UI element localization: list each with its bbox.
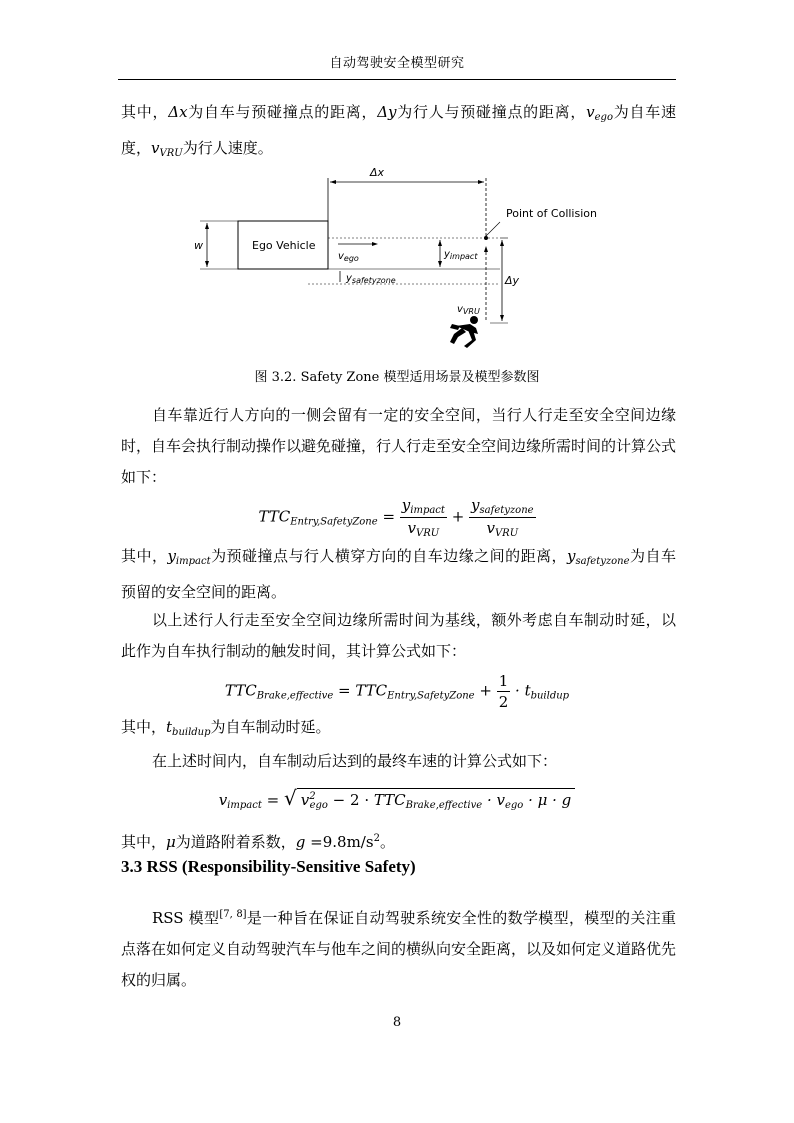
paragraph-variables-2: 其中，$y_{impact}$为预碰撞点与行人横穿方向的自车边缘之间的距离，$y_{safetyzone}$为自车预留的安全空间的距离。 <box>121 547 676 601</box>
paragraph-variables <box>121 97 676 169</box>
running-header: 自动驾驶安全模型研究 <box>329 56 465 71</box>
text: 为自车与预碰撞点的距离， <box>187 103 378 121</box>
paragraph-variables-4: 其中，μ为道路附着系数，$g =9.8m/s^2$。 <box>121 833 395 851</box>
delta-x-label: Δx <box>370 166 385 179</box>
text: 为自车速度， <box>121 103 676 157</box>
paragraph: 以上述行人行走至安全空间边缘所需时间为基线，额外考虑自车制动时延，以此作为自车执行制动的触发时间，其计算公式如下： <box>121 611 676 660</box>
section-heading: 3.3 RSS (Responsibility-Sensitive Safety) <box>121 857 416 876</box>
citation[interactable]: [7, 8] <box>219 909 247 920</box>
equation-ttc-entry: $TTC_{Entry,SafetyZone}$ = $\frac{y_{impact}}{v_{VRU}}$ + $\frac{y_{safetyzone}}{v_{VRU}}$ <box>258 496 534 539</box>
paragraph: 在上述时间内，自车制动后达到的最终车速的计算公式如下： <box>152 752 558 770</box>
paragraph: 自车靠近行人方向的一侧会留有一定的安全空间，当行人行走至安全空间边缘时，自车会执行制动操作以避免碰撞，行人行走至安全空间边缘所需时间的计算公式如下： <box>121 406 677 486</box>
page-number: 8 <box>392 1015 402 1030</box>
math-delta-x: Δx <box>168 103 188 121</box>
v-vru-label: $v_{VRU}$ <box>457 304 480 316</box>
y-safetyzone-label: $y_{safetyzone}$ <box>346 273 396 285</box>
math-v-vru: $v_{VRU}$ <box>151 139 183 159</box>
delta-y-label: Δy <box>505 274 520 287</box>
w-label: w <box>194 239 203 252</box>
figure-caption: 图 3.2. Safety Zone 模型适用场景及模型参数图 <box>254 370 540 385</box>
text: 其中， <box>121 103 169 121</box>
text: 为行人速度。 <box>182 139 273 157</box>
y-impact-label: $y_{impact}$ <box>444 249 478 261</box>
point-of-collision-label: Point of Collision <box>506 207 597 220</box>
pedestrian-icon <box>450 316 478 348</box>
v-ego-label: $v_{ego}$ <box>338 251 359 263</box>
math-delta-y: Δy <box>377 103 397 121</box>
ego-vehicle-label: Ego Vehicle <box>252 239 316 252</box>
paragraph-variables-3: 其中，$t_{buildup}$为自车制动时延。 <box>121 718 331 738</box>
math-v-ego: $v_{ego}$ <box>586 103 613 123</box>
header-rule <box>118 79 676 80</box>
paragraph-rss: RSS 模型[7, 8]是一种旨在保证自动驾驶系统安全性的数学模型，模型的关注重点落在如何定义自动驾驶汽车与他车之间的横纵向安全距离，以及如何定义道路优先权的归属。 <box>121 909 677 989</box>
equation-v-impact: $v_{impact}$ = √ $v^2_{ego} - 2 \cdot TTC_{Brake,effective} \cdot v_{ego} \cdot \mu \cdot g$ <box>0 786 794 811</box>
text: 为行人与预碰撞点的距离， <box>396 103 587 121</box>
collision-point <box>484 236 488 240</box>
safety-zone-figure <box>180 160 597 350</box>
equation-ttc-brake: $TTC_{Brake,effective} = TTC_{Entry,SafetyZone}$ + $\frac{1}{2}$ · $t_{buildup}$ <box>224 672 570 711</box>
